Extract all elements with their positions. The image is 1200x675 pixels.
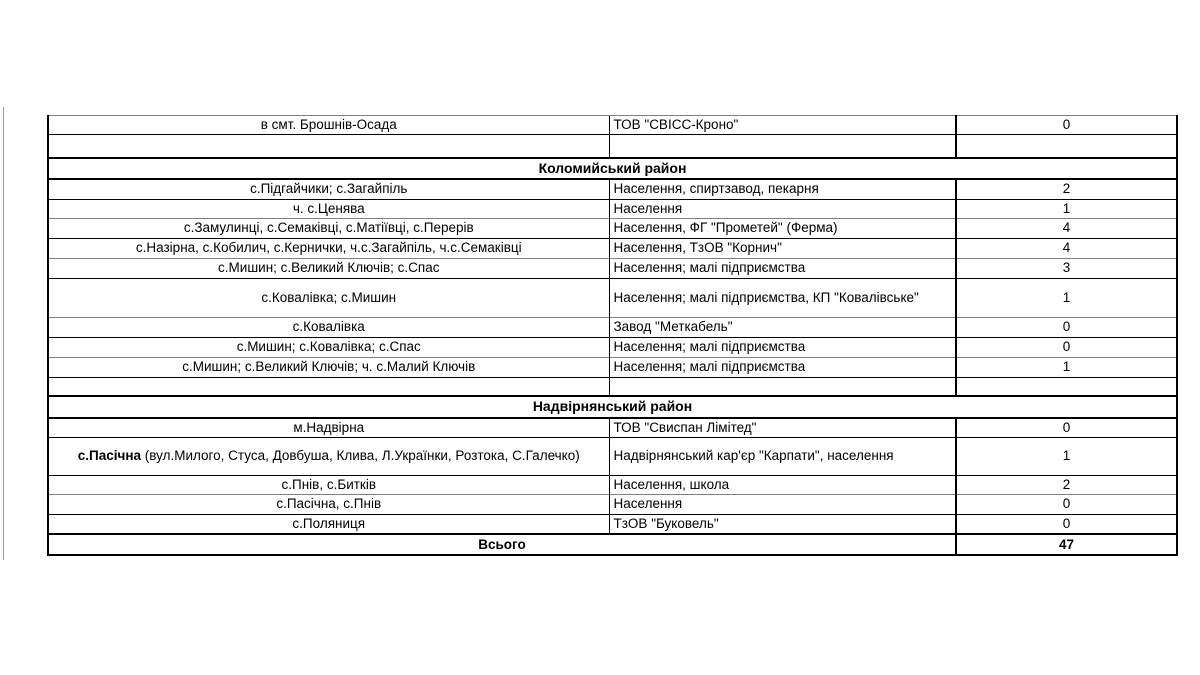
count-cell: 2 bbox=[956, 476, 1177, 495]
table-row bbox=[48, 318, 1177, 338]
location-cell: с.Назірна, с.Кобилич, с.Кернички, ч.с.Загайпіль, ч.с.Семаківці bbox=[48, 239, 609, 259]
count-cell: 3 bbox=[956, 259, 1177, 279]
empty-cell bbox=[956, 378, 1177, 396]
consumer-cell: Населення; малі підприємства, КП "Ковалівське" bbox=[609, 279, 956, 318]
location-cell: ч. с.Ценява bbox=[48, 199, 609, 218]
table-row bbox=[48, 199, 1177, 218]
consumer-cell: Населення, спиртзавод, пекарня bbox=[609, 179, 956, 199]
empty-cell bbox=[609, 378, 956, 396]
consumer-cell: Завод "Меткабель" bbox=[609, 318, 956, 338]
location-cell: с.Підгайчики; с.Загайпіль bbox=[48, 179, 609, 199]
consumer-cell: Населення, ФГ "Прометей" (Ферма) bbox=[609, 219, 956, 239]
location-cell: с.Пнів, с.Битків bbox=[48, 476, 609, 495]
empty-row bbox=[48, 378, 1177, 396]
count-cell: 1 bbox=[956, 438, 1177, 476]
consumer-cell: Надвірнянський кар'єр "Карпати", населення bbox=[609, 438, 956, 476]
consumer-cell: ТОВ "Свиспан Лімітед" bbox=[609, 418, 956, 438]
table-row bbox=[48, 239, 1177, 259]
location-cell: с.Ковалівка; с.Мишин bbox=[48, 279, 609, 318]
table-row bbox=[48, 219, 1177, 239]
consumer-cell: Населення bbox=[609, 495, 956, 514]
table-row bbox=[48, 418, 1177, 438]
consumer-cell: ТОВ "СВІСС-Кроно" bbox=[609, 116, 956, 135]
consumer-cell: Населення, ТзОВ "Корнич" bbox=[609, 239, 956, 259]
empty-row bbox=[48, 135, 1177, 158]
location-cell: в смт. Брошнів-Осада bbox=[48, 116, 609, 135]
empty-cell bbox=[956, 135, 1177, 158]
location-rest-part: (вул.Милого, Стуса, Довбуша, Клива, Л.Українки, Розтока, С.Галечко) bbox=[141, 448, 580, 464]
consumer-cell: Населення; малі підприємства bbox=[609, 358, 956, 378]
count-cell: 0 bbox=[956, 318, 1177, 338]
table-row bbox=[48, 279, 1177, 318]
total-value: 47 bbox=[956, 534, 1177, 555]
location-cell: с.Поляниця bbox=[48, 514, 609, 534]
table-row bbox=[48, 358, 1177, 378]
table-row bbox=[48, 438, 1177, 476]
consumer-cell: ТзОВ "Буковель" bbox=[609, 514, 956, 534]
section-header-row bbox=[48, 396, 1177, 418]
count-cell: 1 bbox=[956, 199, 1177, 218]
table-row bbox=[48, 259, 1177, 279]
consumer-cell: Населення, школа bbox=[609, 476, 956, 495]
location-cell: с.Мишин; с.Великий Ключів; ч. с.Малий Ключів bbox=[48, 358, 609, 378]
location-cell: с.Замулинці, с.Семаківці, с.Матіївці, с.Перерів bbox=[48, 219, 609, 239]
consumer-cell: Населення; малі підприємства bbox=[609, 338, 956, 358]
count-cell: 0 bbox=[956, 116, 1177, 135]
count-cell: 1 bbox=[956, 279, 1177, 318]
count-cell: 0 bbox=[956, 495, 1177, 514]
count-cell: 0 bbox=[956, 418, 1177, 438]
count-cell: 0 bbox=[956, 338, 1177, 358]
location-cell: с.Ковалівка bbox=[48, 318, 609, 338]
cropped-column-edge bbox=[3, 107, 4, 560]
location-cell: м.Надвірна bbox=[48, 418, 609, 438]
table-row bbox=[48, 338, 1177, 358]
document-table bbox=[47, 115, 1178, 556]
total-row bbox=[48, 534, 1177, 555]
count-cell: 2 bbox=[956, 179, 1177, 199]
location-cell: с.Мишин; с.Великий Ключів; с.Спас bbox=[48, 259, 609, 279]
location-cell: с.Пасічна, с.Пнів bbox=[48, 495, 609, 514]
count-cell: 4 bbox=[956, 219, 1177, 239]
empty-cell bbox=[48, 378, 609, 396]
empty-cell bbox=[609, 135, 956, 158]
table-row bbox=[48, 495, 1177, 514]
table-row bbox=[48, 514, 1177, 534]
count-cell: 4 bbox=[956, 239, 1177, 259]
consumer-cell: Населення; малі підприємства bbox=[609, 259, 956, 279]
table-row bbox=[48, 476, 1177, 495]
section-header-row bbox=[48, 158, 1177, 179]
table-row bbox=[48, 116, 1177, 135]
count-cell: 1 bbox=[956, 358, 1177, 378]
section-title: Надвірнянський район bbox=[48, 396, 1177, 418]
location-bold-part: с.Пасічна bbox=[77, 448, 141, 464]
location-cell: с.Мишин; с.Ковалівка; с.Спас bbox=[48, 338, 609, 358]
empty-cell bbox=[48, 135, 609, 158]
section-title: Коломийський район bbox=[48, 158, 1177, 179]
table-row bbox=[48, 179, 1177, 199]
total-label: Всього bbox=[48, 534, 956, 555]
count-cell: 0 bbox=[956, 514, 1177, 534]
location-cell bbox=[48, 438, 609, 476]
consumer-cell: Населення bbox=[609, 199, 956, 218]
